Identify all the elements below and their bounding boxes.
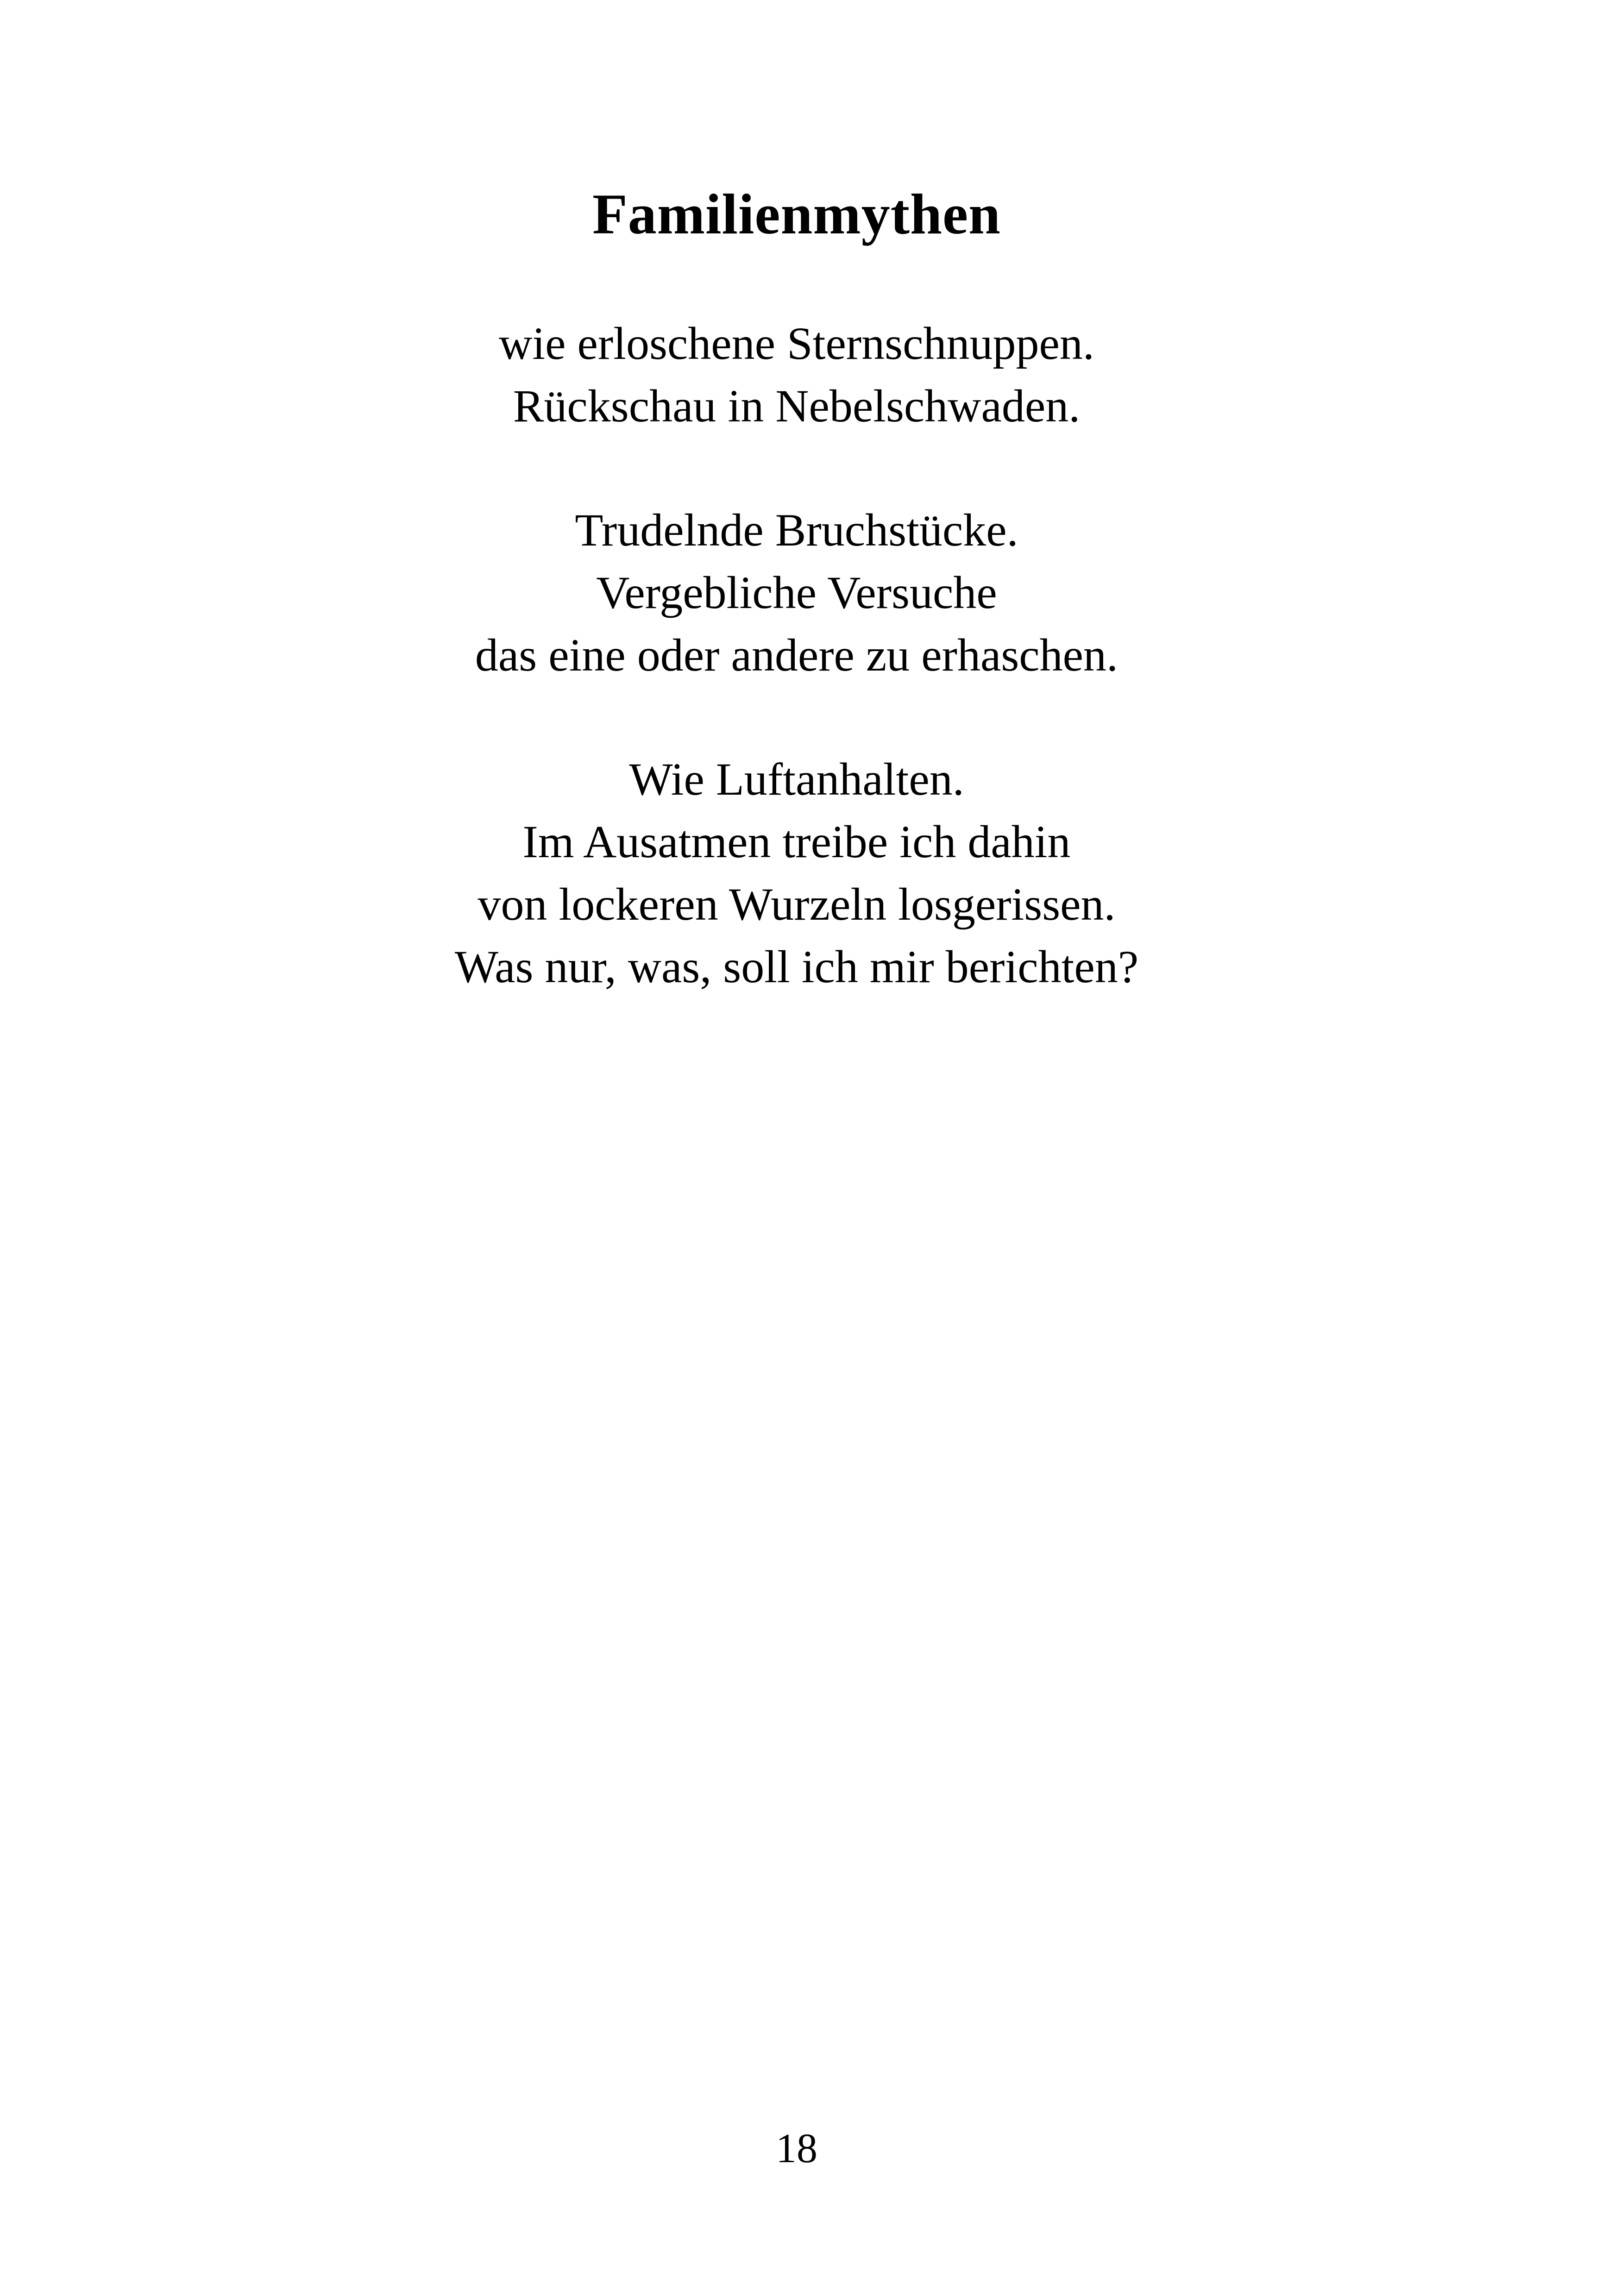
poem-title: Familienmythen bbox=[592, 182, 1001, 246]
stanza-1 bbox=[0, 312, 1593, 437]
poem-line: Vergebliche Versuche bbox=[596, 567, 997, 618]
poem-line: Was nur, was, soll ich mir berichten? bbox=[454, 941, 1139, 992]
poem-body bbox=[0, 312, 1593, 1060]
poem-line: Rückschau in Nebelschwaden. bbox=[513, 380, 1081, 432]
poem-line: wie erloschene Sternschnuppen. bbox=[499, 318, 1094, 369]
poem-line: das eine oder andere zu erhaschen. bbox=[475, 629, 1118, 681]
page-number: 18 bbox=[776, 2126, 817, 2171]
poem-line: Wie Luftanhalten. bbox=[629, 753, 964, 805]
stanza-2 bbox=[0, 499, 1593, 686]
stanza-3 bbox=[0, 748, 1593, 998]
poem-line: Im Ausatmen treibe ich dahin bbox=[522, 816, 1071, 867]
poem-line: Trudelnde Bruchstücke. bbox=[575, 504, 1018, 556]
poem-line: von lockeren Wurzeln losgerissen. bbox=[478, 878, 1116, 930]
